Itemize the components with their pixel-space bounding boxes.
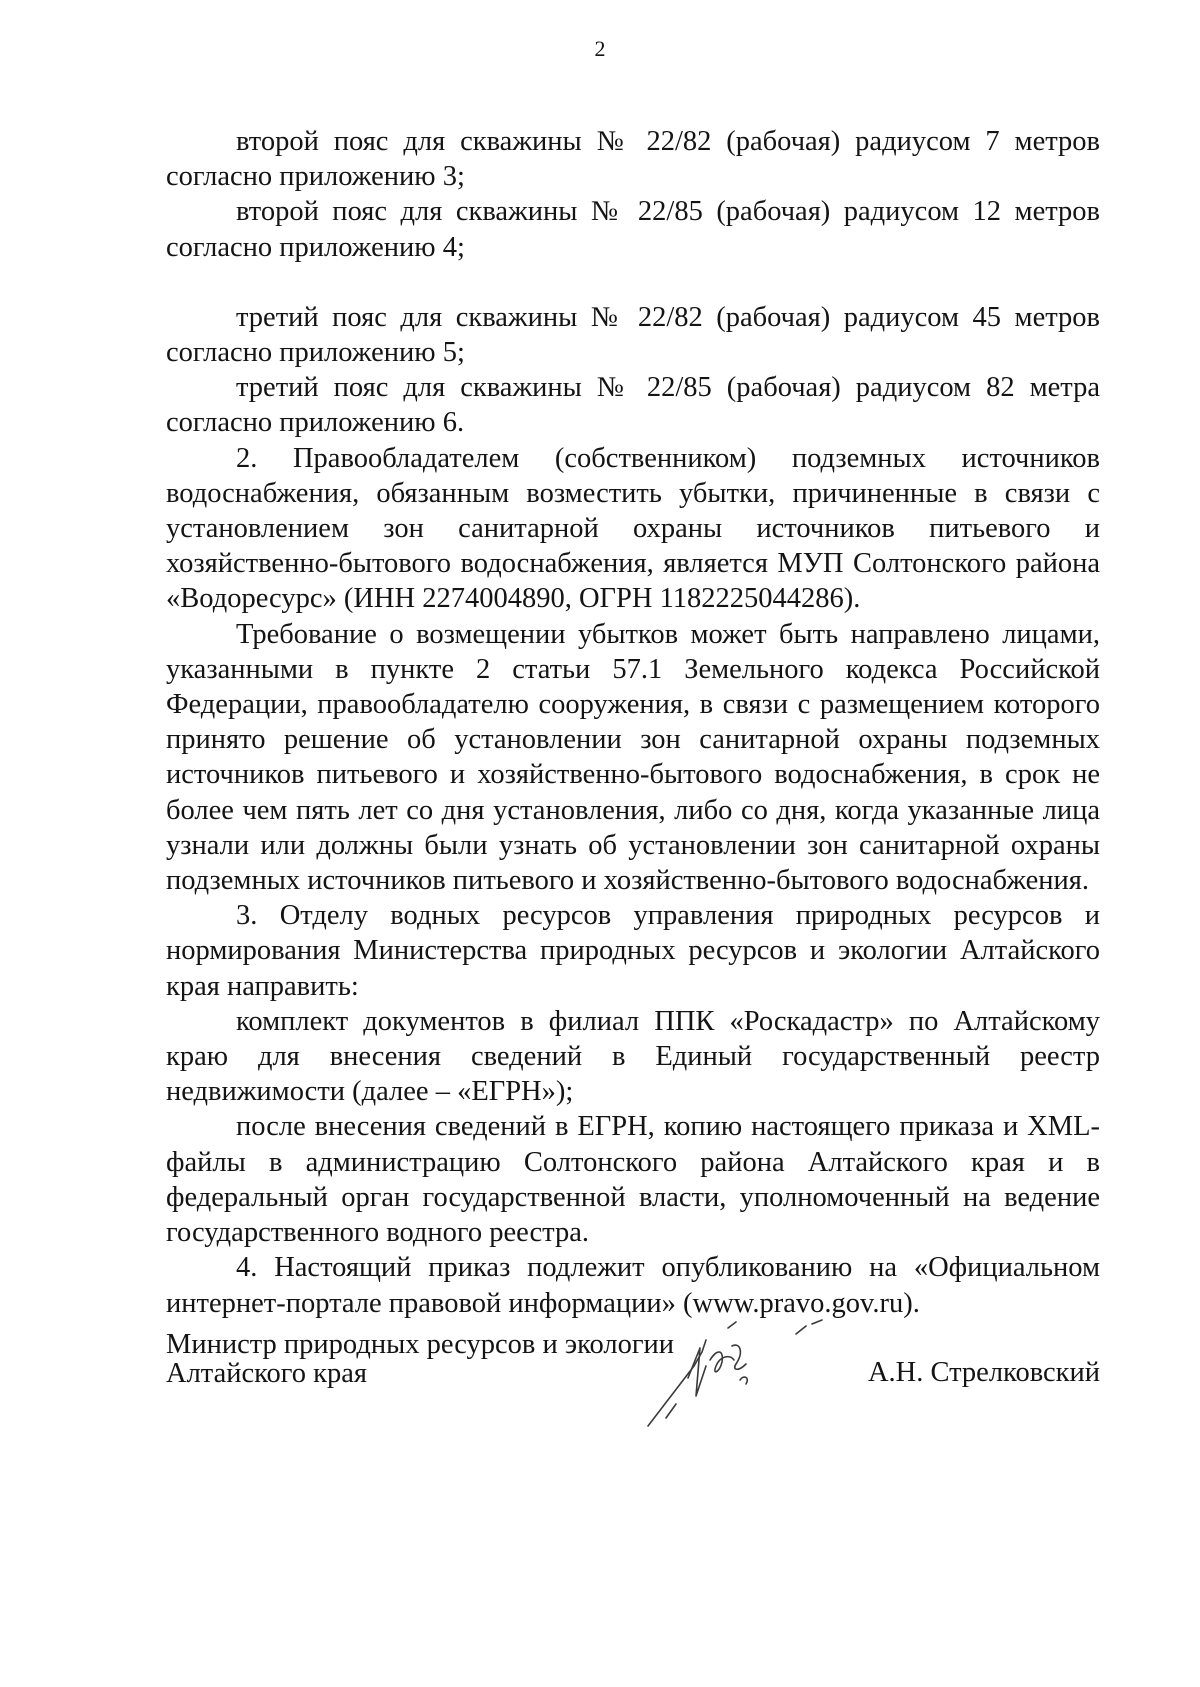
- paragraph-copies-after-egrn: после внесения сведений в ЕГРН, копию настоящего приказа и XML-файлы в администрацию Солтонского района Алтайского края и в федеральный орган государственной власти, уполномоченный на ведение государственного водного реестра.: [166, 1111, 1100, 1249]
- paragraph-clause-3-department: 3. Отделу водных ресурсов управления природных ресурсов и нормирования Министерства природных ресурсов и экологии Алтайского края направить:: [166, 900, 1100, 1002]
- signer-position: [166, 1330, 674, 1388]
- paragraph-second-belt-22-85: второй пояс для скважины № 22/85 (рабочая) радиусом 12 метров согласно приложению 4;: [166, 196, 1100, 263]
- signer-position-line-1: Министр природных ресурсов и экологии: [166, 1329, 675, 1360]
- paragraph-damages-claim: Требование о возмещении убытков может быть направлено лицами, указанными в пункте 2 статьи 57.1 Земельного кодекса Российской Федерации, правообладателю сооружения, в связи с размещением которого принято решение об установлении зон санитарной охраны подземных источников питьевого и хозяйственно-бытового водоснабжения, в срок не более чем пять лет со дня установления, либо со дня, когда указанные лица узнали или должны были узнать об установлении зон санитарной охраны подземных источников питьевого и хозяйственно-бытового водоснабжения.: [166, 618, 1100, 897]
- handwritten-signature: [636, 1308, 876, 1438]
- paragraph-clause-2-owner: 2. Правообладателем (собственником) подземных источников водоснабжения, обязанным возместить убытки, причиненные в связи с установлением зон санитарной охраны источников питьевого и хозяйственно-бытового водоснабжения, является МУП Солтонского района «Водоресурс» (ИНН 2274004890, ОГРН 1182225044286).: [166, 442, 1100, 615]
- paragraph-clause-4-publication: 4. Настоящий приказ подлежит опубликованию на «Официальном интернет-портале правовой информации» (www.pravo.gov.ru).: [166, 1252, 1100, 1319]
- paragraph-third-belt-22-85: третий пояс для скважины № 22/85 (рабочая) радиусом 82 метра согласно приложению 6.: [166, 372, 1100, 439]
- paragraph-documents-to-roskadastr: комплект документов в филиал ППК «Роскадастр» по Алтайскому краю для внесения сведений в Единый государственный реестр недвижимости (далее – «ЕГРН»);: [166, 1005, 1100, 1108]
- page-number: 2: [594, 36, 606, 61]
- paragraph-third-belt-22-82: третий пояс для скважины № 22/82 (рабочая) радиусом 45 метров согласно приложению 5;: [166, 301, 1100, 369]
- document-body: [166, 124, 1100, 1321]
- signer-name: А.Н. Стрелковский: [867, 1357, 1100, 1388]
- signer-position-line-2: Алтайского края: [166, 1358, 368, 1389]
- paragraph-second-belt-22-82: второй пояс для скважины № 22/82 (рабочая) радиусом 7 метров согласно приложению 3;: [166, 126, 1100, 193]
- signature-block: [166, 1330, 1100, 1470]
